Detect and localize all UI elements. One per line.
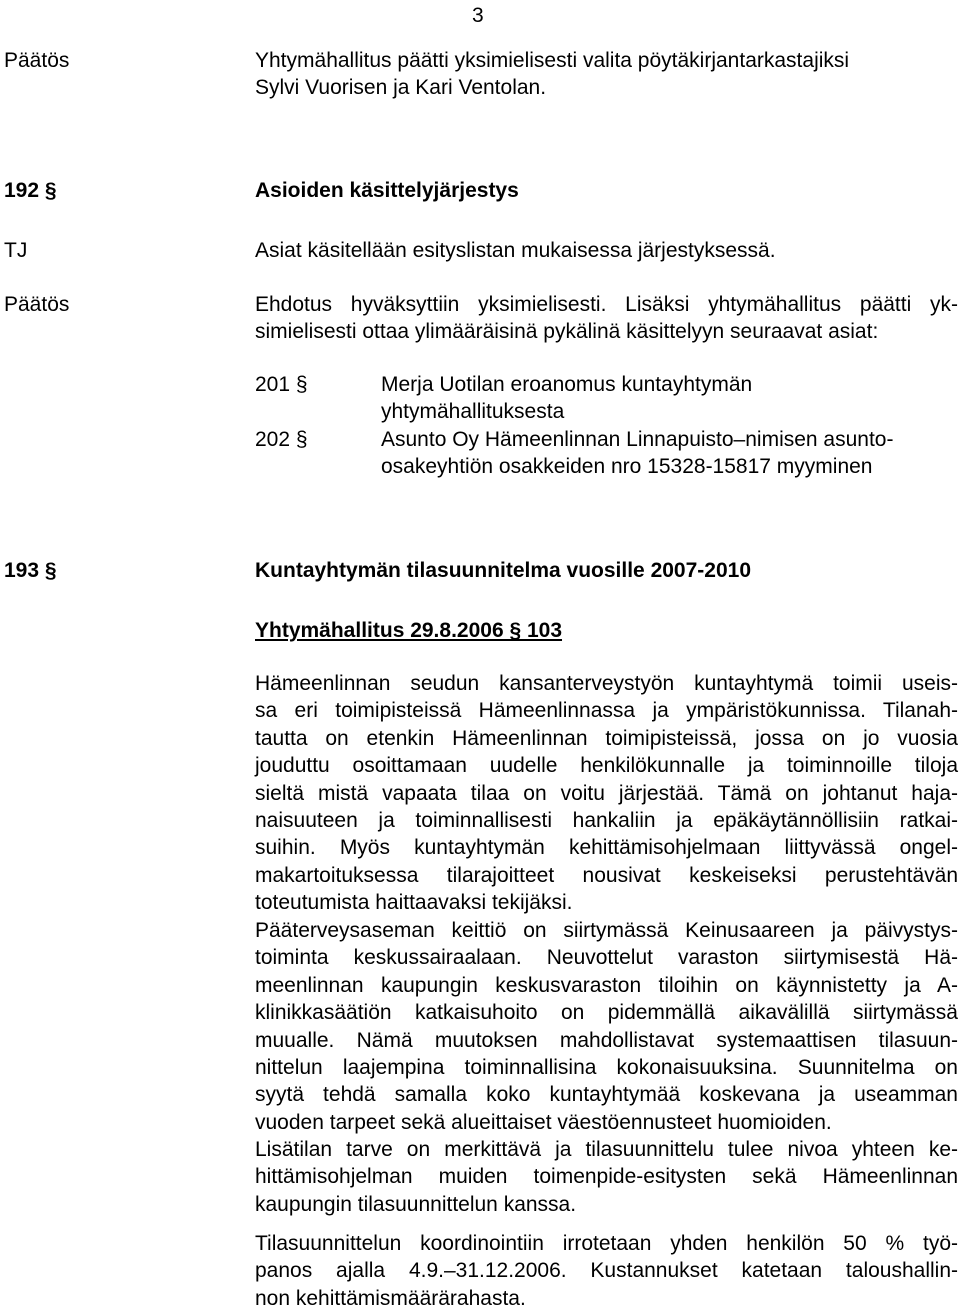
- paragraph-line: naisuuteen ja toiminnallisesti hankaliin ja epäkäytännöllisiin ratkai-: [255, 809, 958, 833]
- tj-text: Asiat käsitellään esityslistan mukaisessa järjestyksessä.: [255, 239, 776, 262]
- paatos-label: Päätös: [4, 49, 70, 72]
- body-paragraph: [255, 670, 958, 917]
- paragraph-line: muualle. Nämä muutoksen mahdollistavat systemaattisen tilasuun-: [255, 1028, 958, 1052]
- paragraph-line: suihin. Myös kuntayhtymän kehittämisohjelmaan liittyvässä ongel-: [255, 836, 958, 860]
- paragraph-line: Lisätilan tarve on merkittävä ja tilasuunnittelu tulee nivoa yhteen ke-: [255, 1138, 958, 1161]
- body-paragraph: [255, 917, 958, 1136]
- paragraph-line: kaupungin tilasuunnittelun kanssa.: [255, 1192, 577, 1216]
- item-text-line: osakeyhtiön osakkeiden nro 15328-15817 myyminen: [381, 455, 873, 478]
- paragraph-line: makartoituksessa tilarajoitteet nousivat keskeiseksi perustehtävän: [255, 863, 958, 887]
- page-number: 3: [472, 4, 484, 27]
- item-text-line: Asunto Oy Hämeenlinnan Linnapuisto–nimisen asunto-: [381, 428, 894, 451]
- body-paragraph: [255, 1136, 958, 1218]
- paragraph-line: toteutumista haittaavaksi tekijäksi.: [255, 891, 573, 915]
- section-title: Asioiden käsittelyjärjestys: [255, 179, 519, 202]
- paragraph-line: Pääterveysaseman keittiö on siirtymässä Keinusaareen ja päivystys-: [255, 919, 958, 942]
- paatos-text-line: Yhtymähallitus päätti yksimielisesti valita pöytäkirjantarkastajiksi: [255, 49, 850, 72]
- paragraph-line: sieltä mistä vapaata tilaa on voitu järjestää. Tämä on johtanut haja-: [255, 781, 958, 805]
- paragraph-line: Hämeenlinnan seudun kansanterveystyön kuntayhtymä toimii useis-: [255, 672, 958, 695]
- paragraph-line: panos ajalla 4.9.–31.12.2006. Kustannukset katetaan taloushallin-: [255, 1259, 958, 1283]
- section-number: 192 §: [4, 179, 57, 202]
- paragraph-line: toiminta keskussairaalaan. Neuvottelut varaston siirtymisestä Hä-: [255, 946, 958, 970]
- paragraph-line: non kehittämismäärärahasta.: [255, 1286, 526, 1310]
- paatos-paragraph: [255, 291, 958, 346]
- paragraph-line: vuoden tarpeet sekä alueittaiset väestöennusteet huomioiden.: [255, 1110, 832, 1134]
- item-text-line: Merja Uotilan eroanomus kuntayhtymän: [381, 373, 753, 396]
- item-number: 202 §: [255, 428, 308, 451]
- item-number: 201 §: [255, 373, 308, 396]
- section-title: Kuntayhtymän tilasuunnitelma vuosille 2007-2010: [255, 559, 752, 582]
- paragraph-line: nittelun laajempina toiminnallisina kokonaisuuksina. Suunnitelma on: [255, 1056, 958, 1080]
- paatos-text-line: Sylvi Vuorisen ja Kari Ventolan.: [255, 76, 547, 99]
- paragraph-line: Tilasuunnittelun koordinointiin irrotetaan yhden henkilön 50 % työ-: [255, 1232, 958, 1255]
- paragraph-line: klinikkasäätiön katkaisuhoito on pidemmällä aikavälillä siirtymässä: [255, 1001, 958, 1025]
- item-text-line: yhtymähallituksesta: [381, 400, 565, 423]
- paragraph-line: sa eri toimipisteissä Hämeenlinnassa ja ympäristökunnissa. Tilanah-: [255, 699, 958, 723]
- paatos-label: Päätös: [4, 293, 70, 316]
- paragraph-line: meenlinnan kaupungin keskusvaraston tiloihin on käynnistetty ja A-: [255, 973, 958, 997]
- paragraph-line: jouduttu osoittamaan uudelle henkilökunnalle ja toiminnoille tiloja: [255, 754, 958, 778]
- paragraph-line: simielisesti ottaa ylimääräisinä pykälinä käsittelyyn seuraavat asiat:: [255, 320, 879, 344]
- paragraph-line: tautta on etenkin Hämeenlinnan toimipisteissä, jossa on jo vuosia: [255, 726, 958, 750]
- paragraph-line: syytä tehdä samalla koko kuntayhtymää koskevana ja useamman: [255, 1083, 958, 1107]
- paragraph-line: Ehdotus hyväksyttiin yksimielisesti. Lisäksi yhtymähallitus päätti yk-: [255, 293, 958, 316]
- paragraph-line: hittämisohjelman muiden toimenpide-esitysten sekä Hämeenlinnan: [255, 1165, 958, 1189]
- reference-line: Yhtymähallitus 29.8.2006 § 103: [255, 619, 563, 642]
- section-number: 193 §: [4, 559, 57, 582]
- tj-label: TJ: [4, 239, 28, 262]
- body-paragraph: [255, 1230, 958, 1312]
